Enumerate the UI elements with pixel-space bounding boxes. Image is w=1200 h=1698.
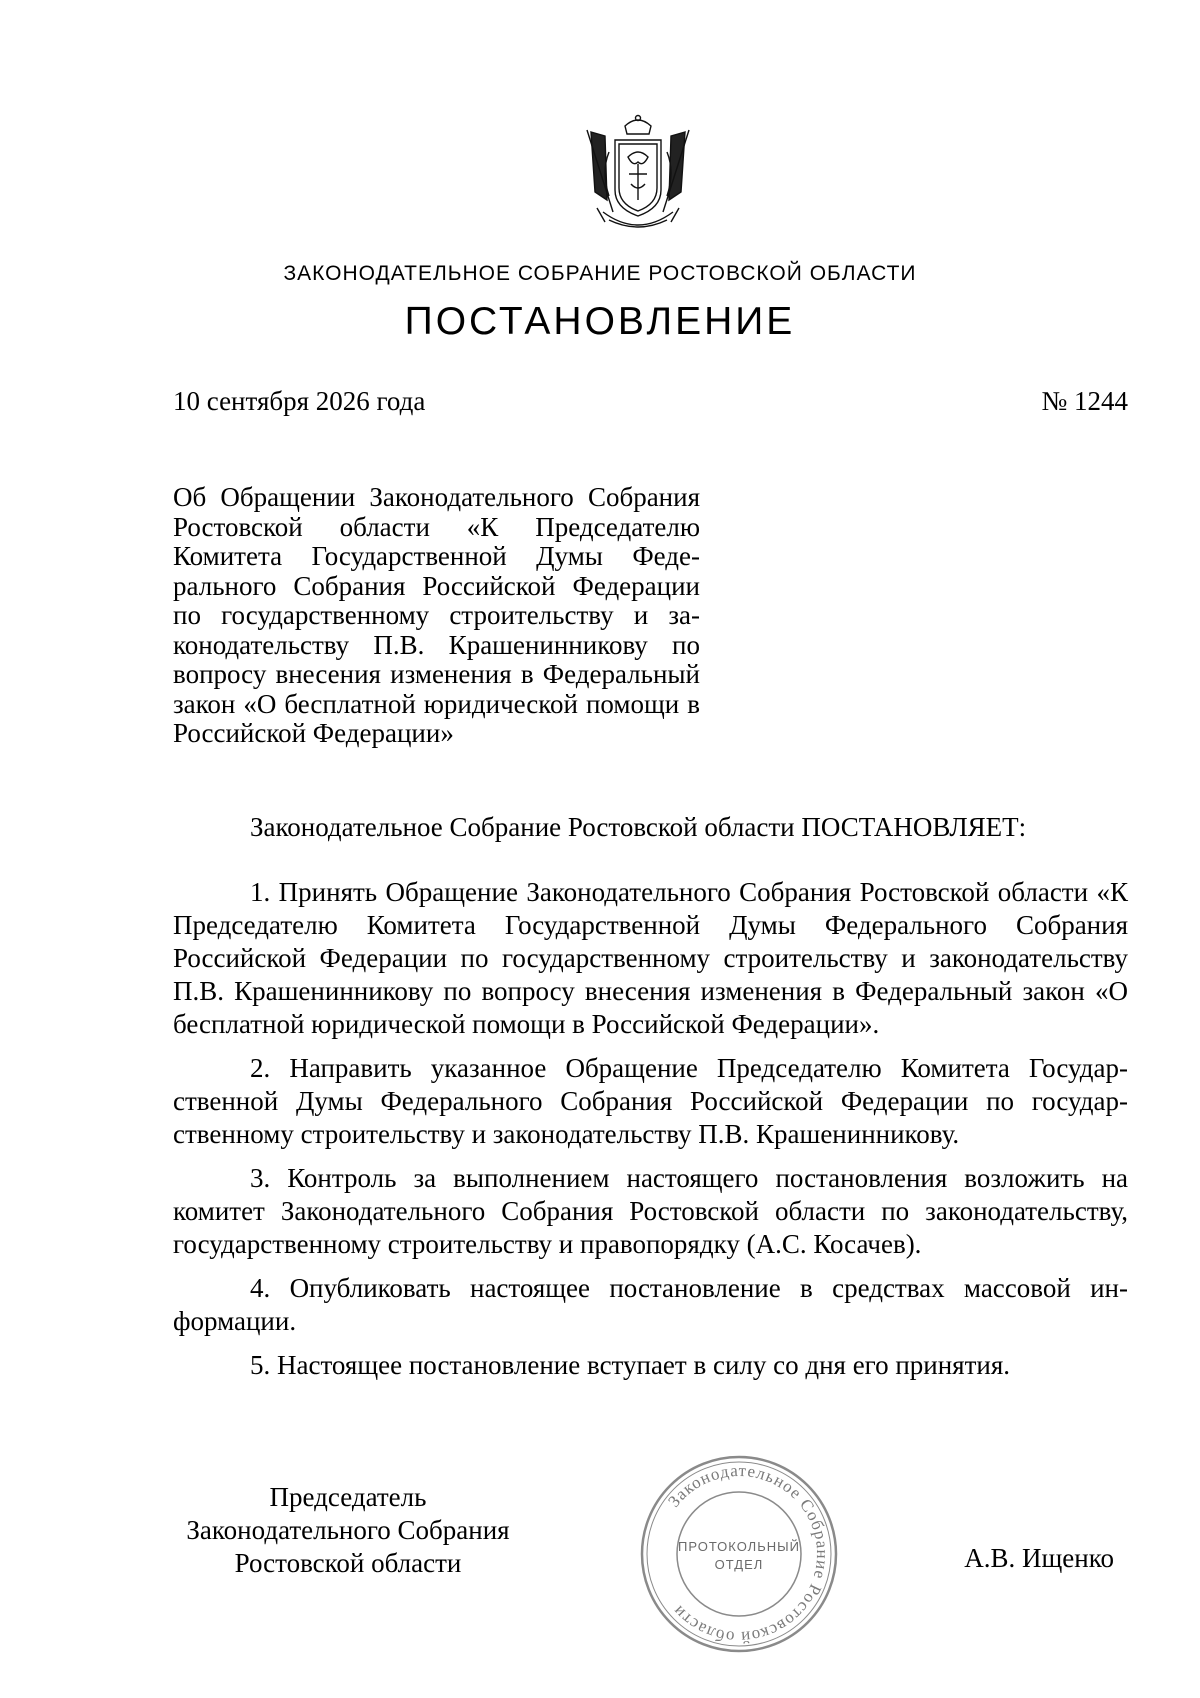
resolution-item: 2. Направить указанное Обращение Председателю Комитета Государственной Думы Федерального Собрания Российской Федерации по государственному строительству и законодательству П.В. Крашенинникову. xyxy=(173,1053,1128,1149)
coat-of-arms-icon xyxy=(583,112,693,242)
signatory-title-line: Председатель xyxy=(269,1482,427,1512)
signatory-title-line: Ростовской области xyxy=(234,1548,462,1578)
document-date: 10 сентября 2026 года xyxy=(173,386,426,416)
resolution-item: 4. Опубликовать настоящее постановление в средствах массовой информации. xyxy=(173,1273,1128,1336)
signatory-title xyxy=(173,1481,523,1580)
signatory-name: А.В. Ищенко xyxy=(964,1543,1114,1573)
resolution-item: 5. Настоящее постановление вступает в силу со дня его принятия. xyxy=(250,1350,1011,1380)
organization-title: ЗАКОНОДАТЕЛЬНОЕ СОБРАНИЕ РОСТОВСКОЙ ОБЛАСТИ xyxy=(283,262,917,285)
document-subject: Об Обращении Законодательного Собрания Ростовской области «К Председателю Комитета Государственной Думы Федерального Собрания Российской Федерации по государственному строительству и законодательству П.В. Крашенинникову по вопросу внесения изменения в Федеральный закон «О бесплатной юридической помощи в Российской Федерации» xyxy=(173,482,700,748)
resolution-item: 3. Контроль за выполнением настоящего постановления возложить на комитет Законодательного Собрания Ростовской области по законодательству, государственному строительству и правопорядку (А.С. Косачев). xyxy=(173,1163,1128,1259)
document-number: № 1244 xyxy=(1041,386,1128,416)
signatory-title-line: Законодательного Собрания xyxy=(186,1515,510,1545)
stamp-center-line: ПРОТОКОЛЬНЫЙ xyxy=(677,1539,801,1554)
preamble: Законодательное Собрание Ростовской области ПОСТАНОВЛЯЕТ: xyxy=(250,812,1027,842)
resolution-item: 1. Принять Обращение Законодательного Собрания Ростовской области «К Председателю Комитета Государственной Думы Федерального Собрания Российской Федерации по государственному строительству и законодательству П.В. Крашенинникову по вопросу внесения изменения в Федеральный закон «О бесплатной юридической помощи в Российской Федерации». xyxy=(173,877,1128,1039)
official-stamp-icon xyxy=(638,1453,840,1655)
document-type-title: ПОСТАНОВЛЕНИЕ xyxy=(404,300,796,343)
stamp-center-line: ОТДЕЛ xyxy=(714,1557,764,1572)
svg-text:Законодательное Собрание Росто xyxy=(664,1461,832,1647)
resolution-items xyxy=(173,876,1128,1393)
stamp-ring-text: Законодательное Собрание Ростовской области xyxy=(664,1460,833,1648)
